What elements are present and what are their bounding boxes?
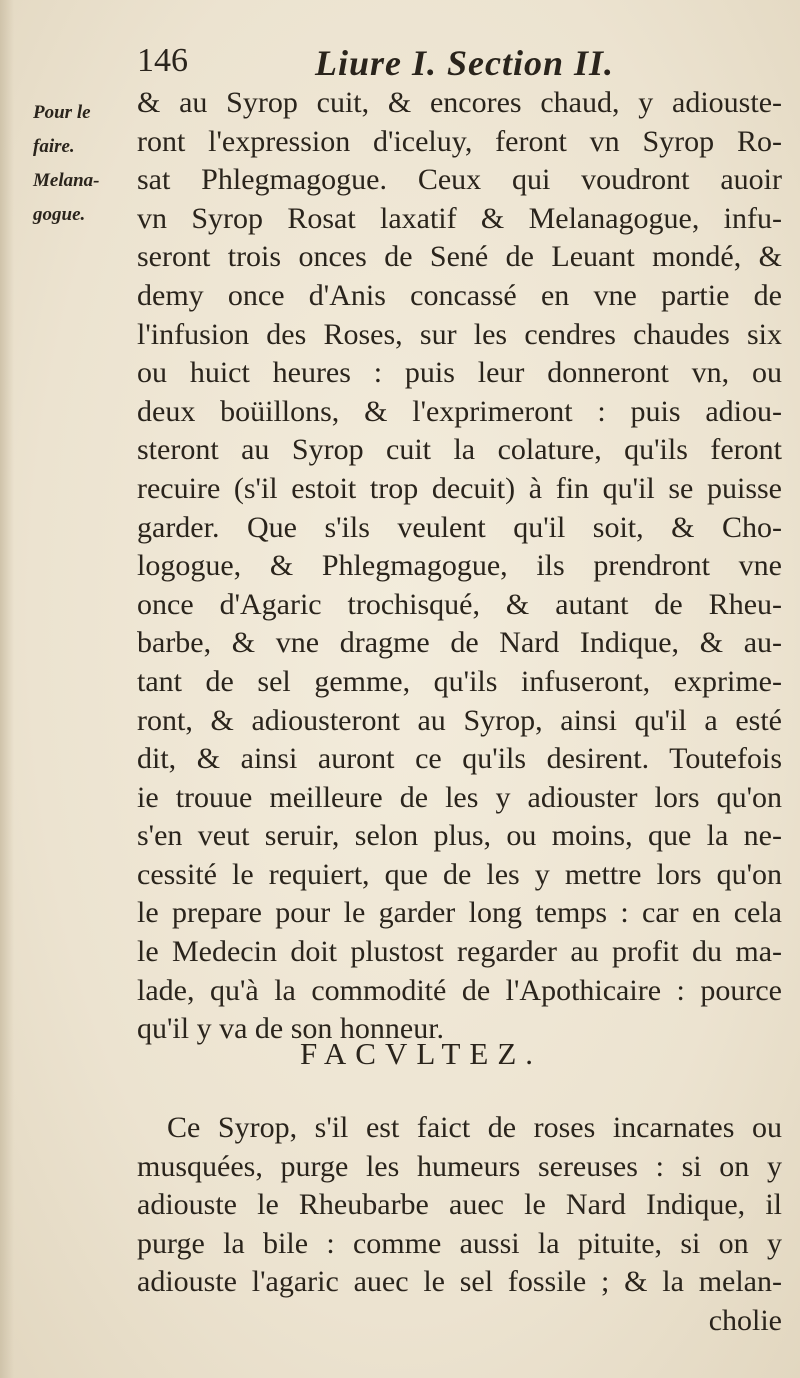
text-line: demy once d'Anis concassé en vne partie de xyxy=(137,278,782,312)
text-line: logogue, & Phlegmagogue, ils prendront vne xyxy=(137,549,782,583)
section-heading: FACVLTEZ. xyxy=(299,1036,543,1071)
text-line: once d'Agaric trochisqué, & autant de Rheu- xyxy=(137,587,782,621)
text-line: seront trois onces de Sené de Leuant mondé, & xyxy=(137,240,782,274)
text-line: s'en veut seruir, selon plus, ou moins, que la ne- xyxy=(137,819,782,853)
page-number: 146 xyxy=(137,42,188,79)
text-line: steront au Syrop cuit la colature, qu'ils feront xyxy=(137,433,782,467)
text-line: ou huict heures : puis leur donneront vn, ou xyxy=(137,356,782,390)
text-line: & au Syrop cuit, & encores chaud, y adiouste- xyxy=(137,86,782,119)
text-line: adiouste le Rheubarbe auec le Nard Indique, il xyxy=(137,1188,782,1222)
text-line: deux boüillons, & l'exprimeront : puis adiou- xyxy=(137,394,782,428)
text-line: adiouste l'agaric auec le sel fossile ; & la melan- xyxy=(137,1265,782,1299)
text-line: tant de sel gemme, qu'ils infuseront, exprime- xyxy=(137,664,782,698)
page-gutter-shadow xyxy=(0,0,14,1378)
margin-note-line: faire. xyxy=(33,136,75,157)
running-head: Liure I. Section II. xyxy=(315,43,615,83)
text-line: ront l'expression d'iceluy, feront vn Syrop Ro- xyxy=(137,124,782,158)
text-line: lade, qu'à la commodité de l'Apothicaire : pource xyxy=(137,973,782,1007)
paragraph-1 xyxy=(137,84,782,1049)
text-line: le Medecin doit plustost regarder au profit du ma- xyxy=(137,935,782,969)
text-line: barbe, & vne dragme de Nard Indique, & au- xyxy=(137,626,782,660)
text-line: ront, & adiousteront au Syrop, ainsi qu'il a esté xyxy=(137,703,782,737)
text-line: dit, & ainsi auront ce qu'ils desirent. Toutefois xyxy=(137,742,782,776)
text-line: qu'il y va de son honneur. xyxy=(137,1012,445,1046)
text-line: recuire (s'il estoit trop decuit) à fin qu'il se puisse xyxy=(137,471,782,505)
text-line: vn Syrop Rosat laxatif & Melanagogue, infu- xyxy=(137,201,782,235)
margin-note-line: gogue. xyxy=(33,204,86,225)
margin-note-line: Pour le xyxy=(33,102,91,123)
text-line: musquées, purge les humeurs sereuses : si on y xyxy=(137,1149,782,1183)
margin-note-line: Melana- xyxy=(33,170,100,191)
text-line: Ce Syrop, s'il est faict de roses incarnates ou xyxy=(167,1111,782,1144)
margin-note xyxy=(33,96,133,232)
paragraph-2 xyxy=(137,1109,782,1341)
text-line: cessité le requiert, que de les y mettre lors qu'on xyxy=(137,857,782,891)
text-line: ie trouue meilleure de les y adiouster lors qu'on xyxy=(137,780,782,814)
text-line: garder. Que s'ils veulent qu'il soit, & Cho- xyxy=(137,510,782,544)
text-line: le prepare pour le garder long temps : car en cela xyxy=(137,896,782,930)
catchword: cholie xyxy=(708,1303,782,1337)
text-line: purge la bile : comme aussi la pituite, si on y xyxy=(137,1226,782,1260)
text-line: l'infusion des Roses, sur les cendres chaudes six xyxy=(137,317,782,351)
text-line: sat Phlegmagogue. Ceux qui voudront auoir xyxy=(137,163,782,197)
